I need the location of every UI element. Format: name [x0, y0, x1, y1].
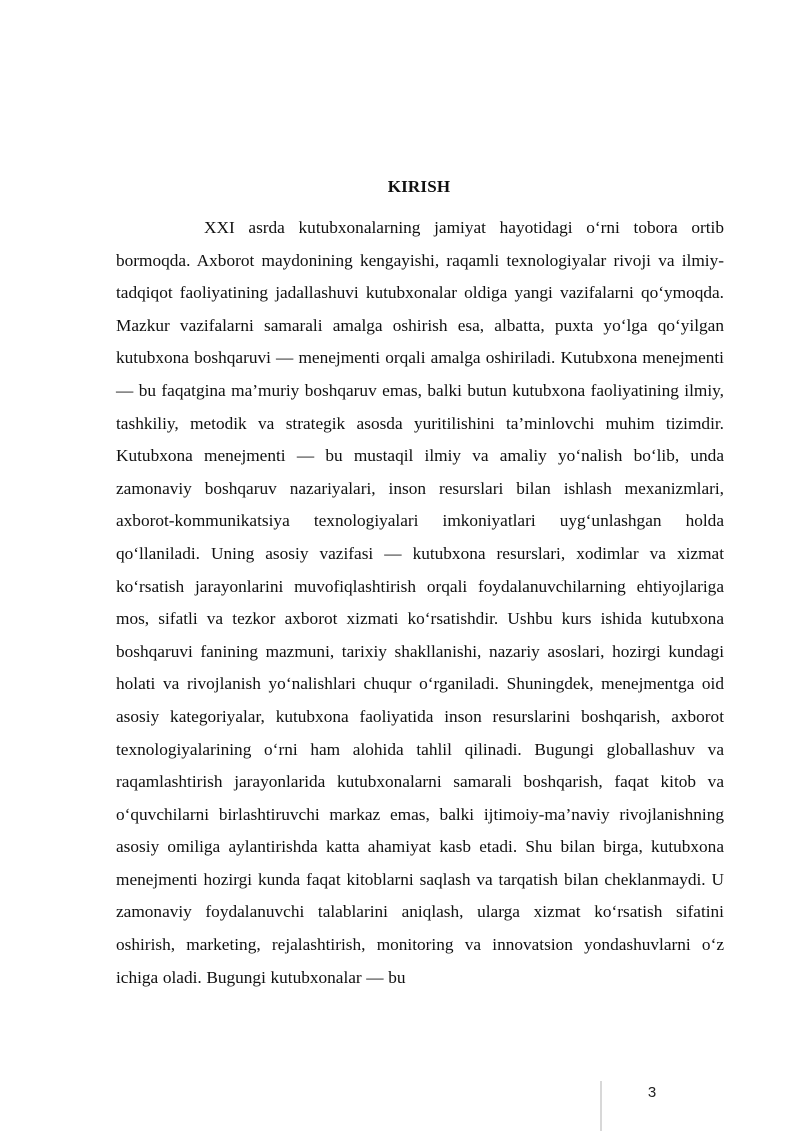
page-number-divider — [600, 1081, 602, 1131]
page-number: 3 — [647, 1084, 657, 1101]
section-heading: KIRISH — [387, 177, 451, 196]
body-paragraph: XXI asrda kutubxonalarning jamiyat hayotidagi o‘rni tobora ortib bormoqda. Axborot maydonining kengayishi, raqamli texnologiyalar rivoji va ilmiy-tadqiqot faoliyatining jadallashuvi kutubxonalar oldiga yangi vazifalarni qo‘ymoqda. Mazkur vazifalarni samarali amalga oshirish esa, albatta, puxta yo‘lga qo‘yilgan kutubxona boshqaruvi — menejmenti orqali amalga oshiriladi. Kutubxona menejmenti — bu faqatgina ma’muriy boshqaruv emas, balki butun kutubxona faoliyatining ilmiy, tashkiliy, metodik va strategik asosda yuritilishini ta’minlovchi muhim tizimdir. Kutubxona menejmenti — bu mustaqil ilmiy va amaliy yo‘nalish bo‘lib, unda zamonaviy boshqaruv nazariyalari, inson resurslari bilan ishlash mexanizmlari, axborot-kommunikatsiya texnologiyalari imkoniyatlari uyg‘unlashgan holda qo‘llaniladi. Uning asosiy vazifasi — kutubxona resurslari, xodimlar va xizmat ko‘rsatish jarayonlarini muvofiqlashtirish orqali foydalanuvchilarning ehtiyojlariga mos, sifatli va tezkor axborot xizmati ko‘rsatishdir. Ushbu kurs ishida kutubxona boshqaruvi fanining mazmuni, tarixiy shakllanishi, nazariy asoslari, hozirgi kundagi holati va rivojlanish yo‘nalishlari chuqur o‘rganiladi. Shuningdek, menejmentga oid asosiy kategoriyalar, kutubxona faoliyatida inson resurslarini boshqarish, axborot texnologiyalarining o‘rni ham alohida tahlil qilinadi. Bugungi globallashuv va raqamlashtirish jarayonlarida kutubxonalarni samarali boshqarish, faqat kitob va o‘quvchilarni birlashtiruvchi markaz emas, balki ijtimoiy-ma’naviy rivojlanishning asosiy omiliga aylantirishda katta ahamiyat kasb etadi. Shu bilan birga, kutubxona menejmenti hozirgi kunda faqat kitoblarni saqlash va tarqatish bilan cheklanmaydi. U zamonaviy foydalanuvchi talablarini aniqlash, ularga xizmat ko‘rsatish sifatini oshirish, marketing, rejalashtirish, monitoring va innovatsion yondashuvlarni o‘z ichiga oladi. Bugungi kutubxonalar — bu — [116, 218, 724, 987]
